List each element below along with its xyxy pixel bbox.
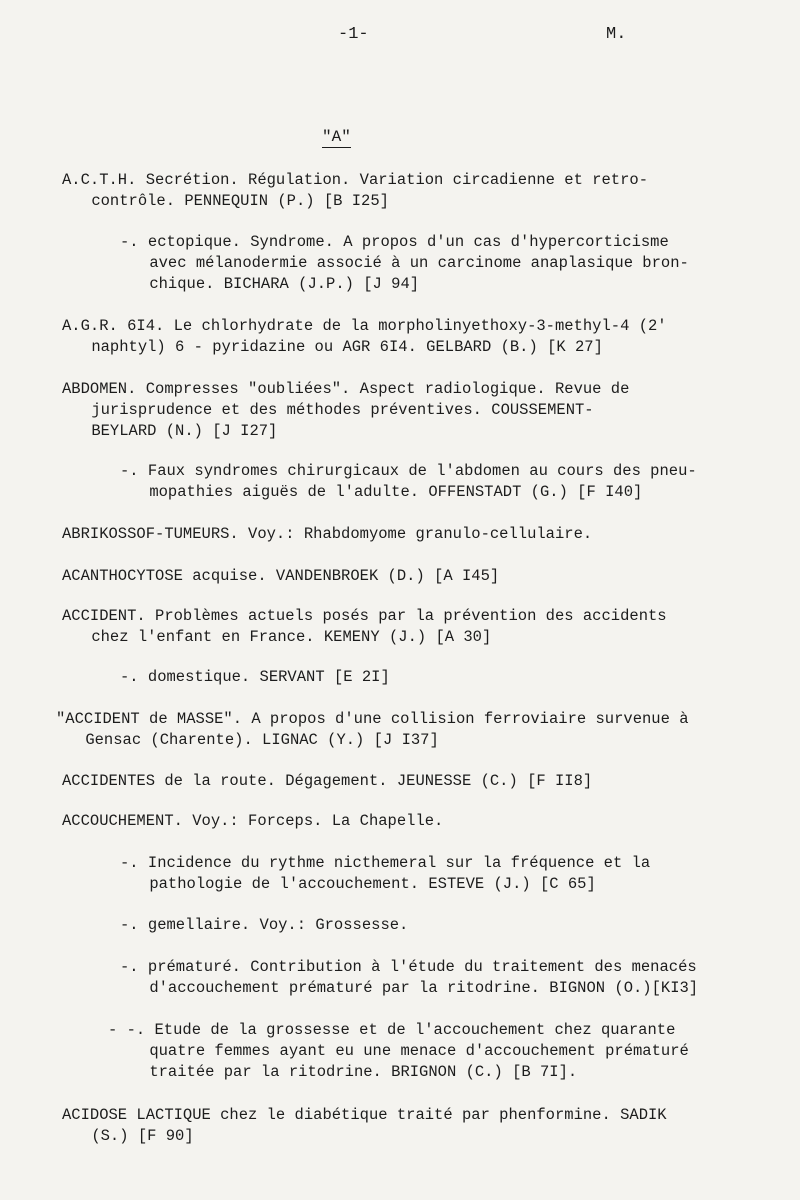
index-entry: ACANTHOCYTOSE acquise. VANDENBROEK (D.) [A I45] <box>62 567 500 585</box>
index-entry: -. Incidence du rythme nicthemeral sur la fréquence et la pathologie de l'accouchement. ESTEVE (J.) [C 65] <box>120 854 651 893</box>
index-entry: ACIDOSE LACTIQUE chez le diabétique traité par phenformine. SADIK (S.) [F 90] <box>62 1106 667 1145</box>
index-entry: -. gemellaire. Voy.: Grossesse. <box>120 916 409 934</box>
index-entry: -. domestique. SERVANT [E 2I] <box>120 668 390 686</box>
section-heading: "A" <box>322 128 351 146</box>
index-entry: "ACCIDENT de MASSE". A propos d'une collision ferroviaire survenue à Gensac (Charente). LIGNAC (Y.) [J I37] <box>56 710 689 749</box>
index-entry: ABRIKOSSOF-TUMEURS. Voy.: Rhabdomyome granulo-cellulaire. <box>62 525 593 543</box>
index-entry: A.C.T.H. Secrétion. Régulation. Variation circadienne et retro- contrôle. PENNEQUIN (P.) [B I25] <box>62 171 648 210</box>
index-entry: - -. Etude de la grossesse et de l'accouchement chez quarante quatre femmes ayant eu une menace d'accouchement prématuré traitée par la ritodrine. BRIGNON (C.) [B 7I]. <box>108 1021 689 1081</box>
index-entry: ACCIDENTES de la route. Dégagement. JEUNESSE (C.) [F II8] <box>62 772 593 790</box>
index-entry: -. prématuré. Contribution à l'étude du traitement des menacés d'accouchement prématuré par la ritodrine. BIGNON (O.)[KI3] <box>120 958 699 997</box>
index-entry: -. Faux syndromes chirurgicaux de l'abdomen au cours des pneu- mopathies aiguës de l'adulte. OFFENSTADT (G.) [F I40] <box>120 462 697 501</box>
page-letter: M. <box>606 25 627 44</box>
index-entry: ACCOUCHEMENT. Voy.: Forceps. La Chapelle. <box>62 812 444 830</box>
index-entry: ABDOMEN. Compresses "oubliées". Aspect radiologique. Revue de jurisprudence et des méthodes préventives. COUSSEMENT- BEYLARD (N.) [J I27] <box>62 380 630 440</box>
index-entry: ACCIDENT. Problèmes actuels posés par la prévention des accidents chez l'enfant en France. KEMENY (J.) [A 30] <box>62 607 667 646</box>
index-entry: A.G.R. 6I4. Le chlorhydrate de la morpholinyethoxy-3-methyl-4 (2' naphtyl) 6 - pyridazine ou AGR 6I4. GELBARD (B.) [K 27] <box>62 317 667 356</box>
index-entry: -. ectopique. Syndrome. A propos d'un cas d'hypercorticisme avec mélanodermie associé à un carcinome anaplasique bron- chique. BICHARA (J.P.) [J 94] <box>120 233 689 293</box>
page-number: -1- <box>338 25 369 44</box>
